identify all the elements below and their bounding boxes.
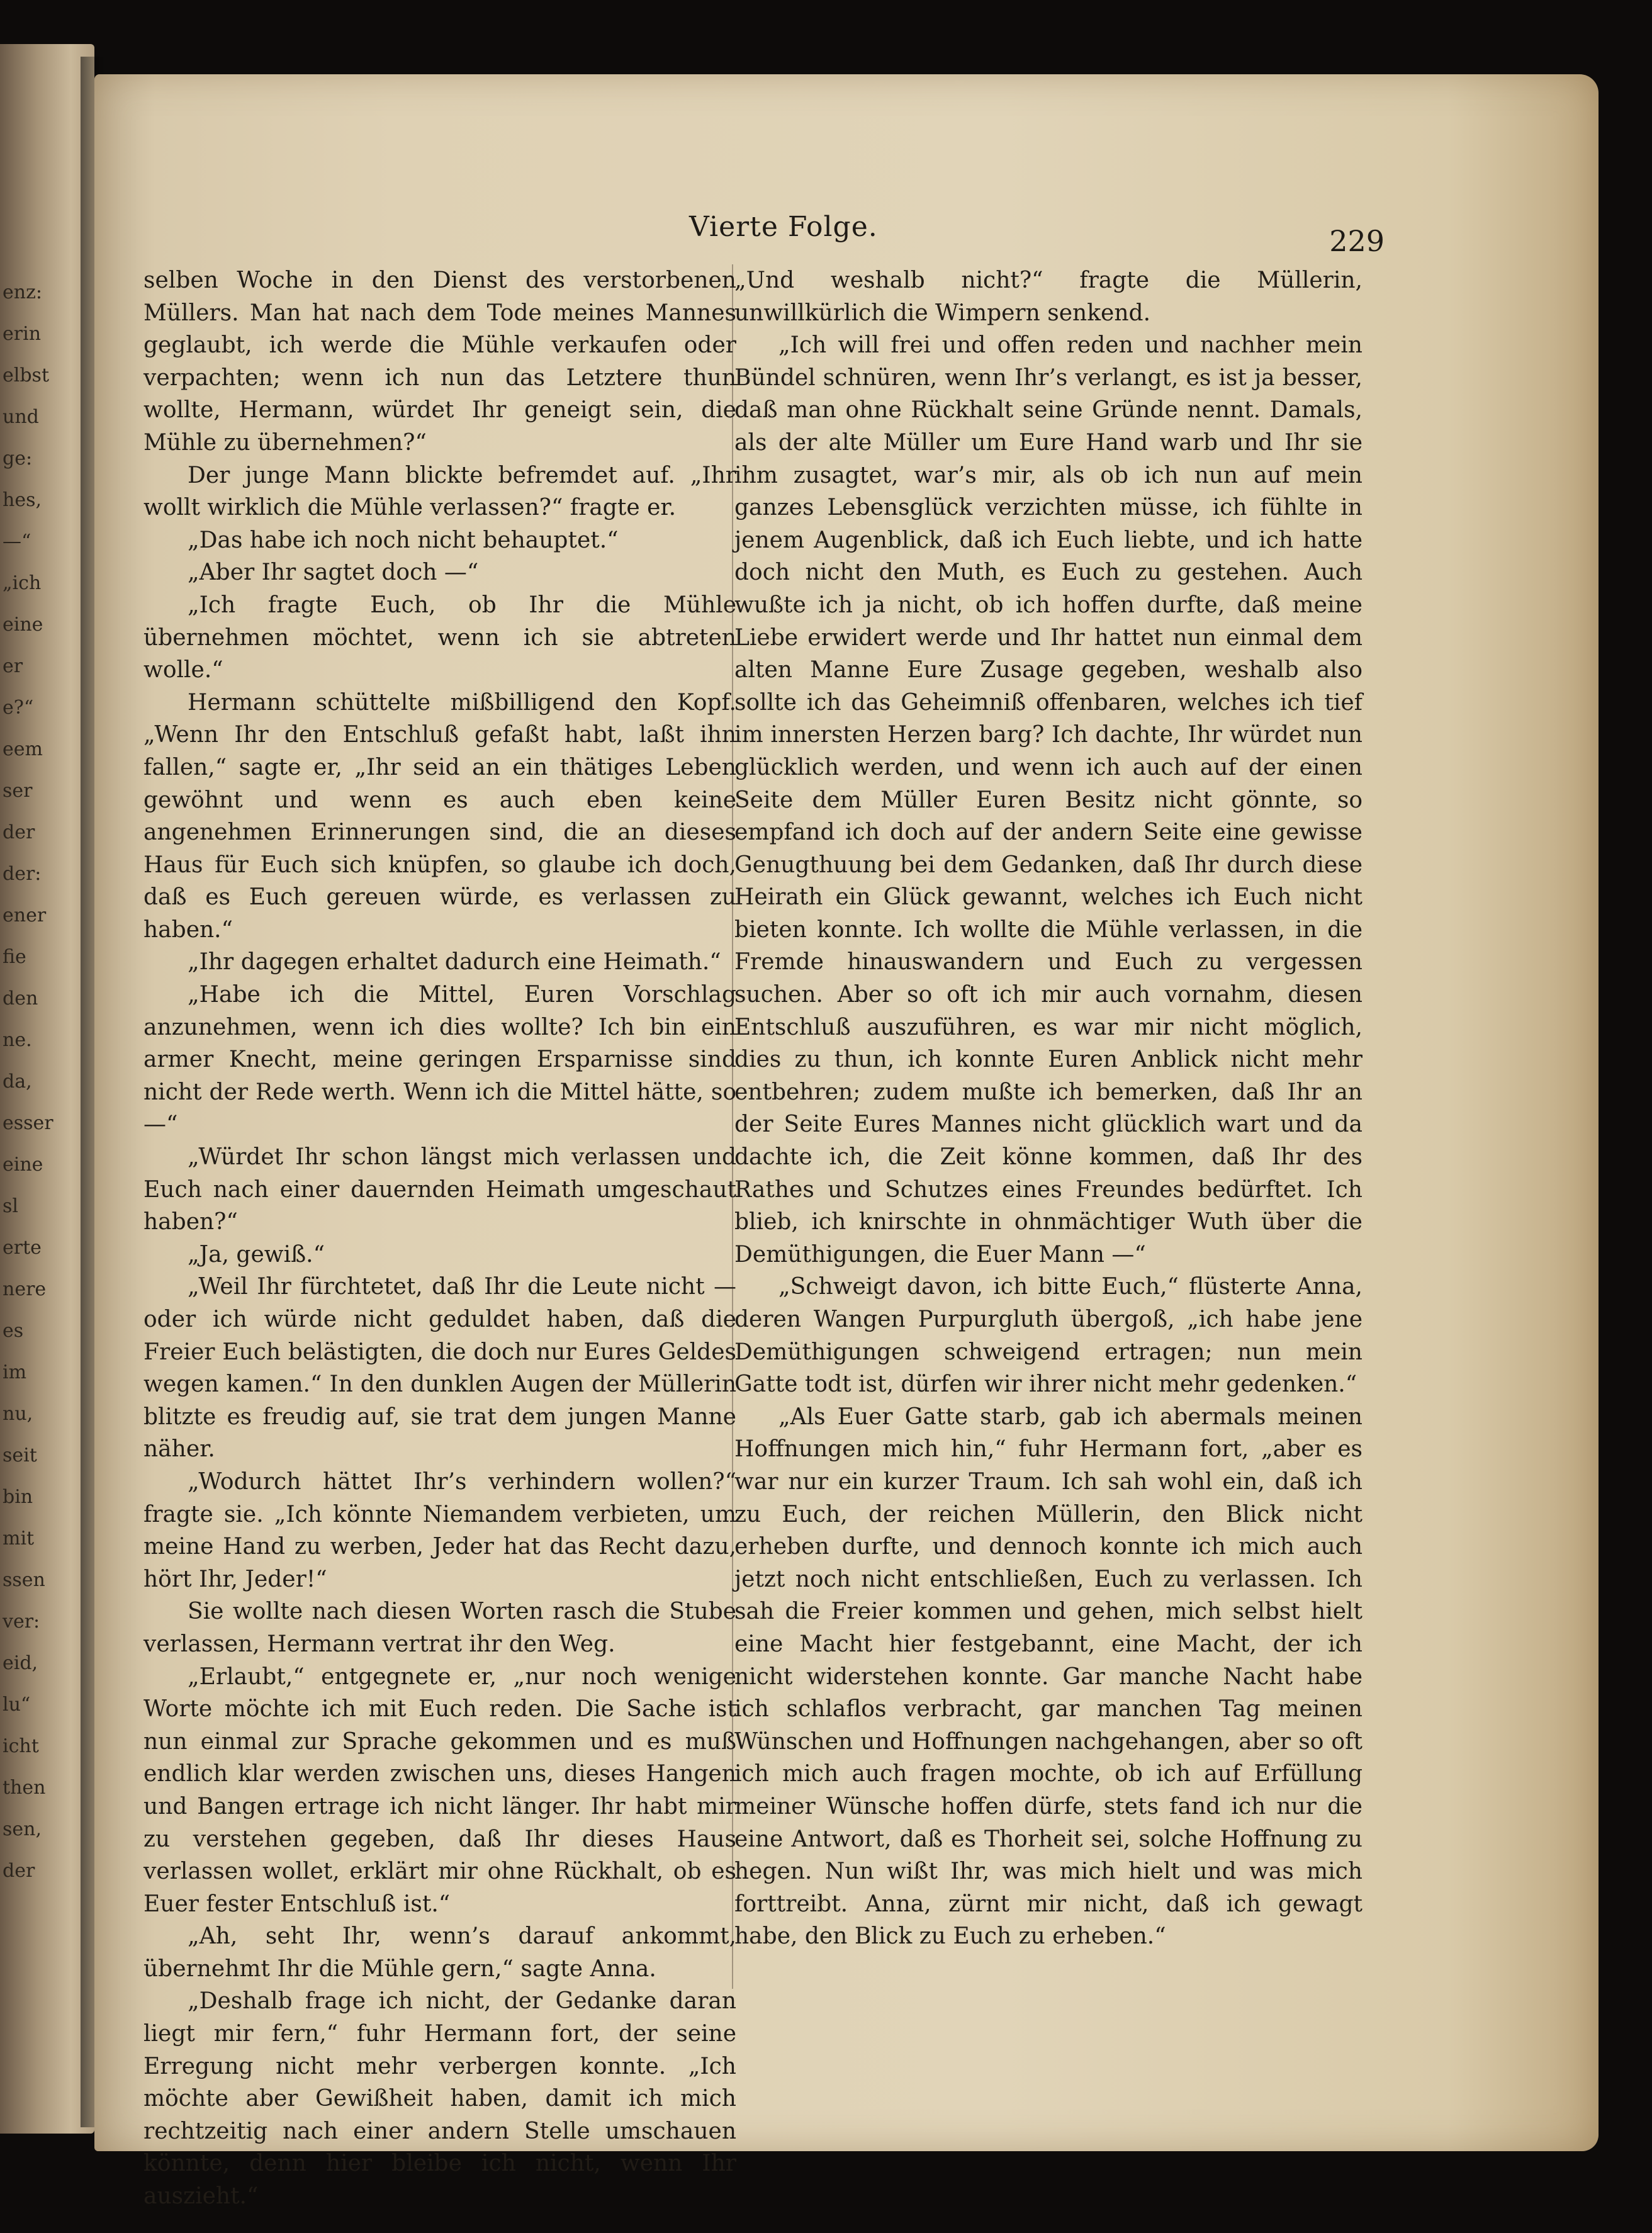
paragraph: Der junge Mann blickte befremdet auf. „Ihr wollt wirklich die Mühle verlassen?“ fragte er. [143, 462, 736, 521]
margin-fragment: e?“ [3, 697, 34, 719]
margin-fragment: der [3, 821, 35, 843]
margin-fragment: enz: [3, 281, 42, 303]
margin-fragment: erte [3, 1237, 42, 1259]
margin-fragment: sl [3, 1195, 18, 1217]
paragraph: „Ich fragte Euch, ob Ihr die Mühle übernehmen möchtet, wenn ich sie abtreten wolle.“ [143, 592, 736, 683]
margin-fragment: then [3, 1777, 46, 1799]
margin-fragment: „ich [3, 572, 42, 594]
paragraph: „Schweigt davon, ich bitte Euch,“ flüsterte Anna, deren Wangen Purpurgluth übergoß, „ich habe jene Demüthigungen schweigend ertragen; nun mein Gatte todt ist, dürfen wir ihrer nicht mehr gedenken.“ [734, 1274, 1363, 1398]
margin-fragment: nu, [3, 1403, 33, 1425]
margin-fragment: esser [3, 1112, 53, 1134]
margin-fragment: ssen [3, 1569, 45, 1591]
margin-fragment: lu“ [3, 1694, 31, 1716]
margin-fragment: hes, [3, 489, 42, 511]
paragraph: „Als Euer Gatte starb, gab ich abermals meinen Hoffnungen mich hin,“ fuhr Hermann fort, „aber es war nur ein kurzer Traum. Ich sah wohl ein, daß ich zu Euch, der reichen Müllerin, den Blick nicht erheben durfte, und dennoch konnte ich mich auch jetzt noch nicht entschließen, Euch zu verlassen. Ich sah die Freier kommen und gehen, mich selbst hielt eine Macht hier festgebannt, eine Macht, der ich nicht widerstehen konnte. Gar manche Nacht habe ich schlaflos verbracht, gar manchen Tag meinen Wünschen und Hoffnungen nachgehangen, aber so oft ich mich auch fragen mochte, ob ich auf Erfüllung meiner Wünsche hoffen dürfe, stets fand ich nur die eine Antwort, daß es Thorheit sei, solche Hoffnung zu hegen. Nun wißt Ihr, was mich hielt und was mich forttreibt. Anna, zürnt mir nicht, daß ich gewagt habe, den Blick zu Euch zu erheben.“ [734, 1403, 1363, 1950]
paragraph: „Deshalb frage ich nicht, der Gedanke daran liegt mir fern,“ fuhr Hermann fort, der seine Erregung nicht mehr verbergen konnte. „Ich möchte aber Gewißheit haben, damit ich mich rechtzeitig nach einer andern Stelle umschauen könnte, denn hier bleibe ich nicht, wenn Ihr auszieht.“ [143, 1988, 736, 2210]
page-number: 229 [1329, 224, 1385, 258]
margin-fragment: ne. [3, 1029, 32, 1051]
paragraph: „Erlaubt,“ entgegnete er, „nur noch wenige Worte möchte ich mit Euch reden. Die Sache ist nun einmal zur Sprache gekommen und es muß endlich klar werden zwischen uns, dieses Hangen und Bangen ertrage ich nicht länger. Ihr habt mir zu verstehen gegeben, daß Ihr dieses Haus verlassen wollet, erklärt mir ohne Rückhalt, ob es Euer fester Entschluß ist.“ [143, 1663, 736, 1917]
margin-fragment: mit [3, 1527, 35, 1550]
column-rule [732, 264, 733, 1989]
margin-fragment: fie [3, 946, 26, 968]
paragraph: „Das habe ich noch nicht behauptet.“ [188, 527, 619, 553]
margin-fragment: ser [3, 780, 33, 802]
margin-fragment: den [3, 987, 38, 1010]
margin-fragment: eine [3, 614, 43, 636]
margin-fragment: erin [3, 323, 42, 345]
text-column-left [143, 264, 736, 2210]
margin-fragment: im [3, 1361, 27, 1383]
paragraph: „Würdet Ihr schon längst mich verlassen und Euch nach einer dauernden Heimath umgeschaut haben?“ [143, 1144, 736, 1235]
margin-fragment: ver: [3, 1611, 40, 1633]
paragraph: „Ah, seht Ihr, wenn’s darauf ankommt, übernehmt Ihr die Mühle gern,“ sagte Anna. [143, 1923, 736, 1982]
paragraph: „Ja, gewiß.“ [188, 1241, 325, 1268]
paragraph: Sie wollte nach diesen Worten rasch die Stube verlassen, Hermann vertrat ihr den Weg. [143, 1599, 736, 1657]
margin-fragment: er [3, 655, 23, 677]
margin-fragment: und [3, 406, 39, 428]
margin-fragment: eid, [3, 1652, 38, 1674]
paragraph: „Ihr dagegen erhaltet dadurch eine Heimath.“ [188, 949, 721, 976]
margin-fragment: eine [3, 1154, 43, 1176]
margin-fragment: seit [3, 1444, 37, 1466]
paragraph: „Und weshalb nicht?“ fragte die Müllerin, unwillkürlich die Wimpern senkend. [734, 267, 1363, 326]
margin-fragment: es [3, 1320, 24, 1342]
margin-fragment: da, [3, 1071, 32, 1093]
text-column-right [734, 264, 1363, 1989]
paragraph: Hermann schüttelte mißbilligend den Kopf. „Wenn Ihr den Entschluß gefaßt habt, laßt ihn fallen,“ sagte er, „Ihr seid an ein thätiges Leben gewöhnt und wenn es auch eben keine angenehmen Erinnerungen sind, die an dieses Haus für Euch sich knüpfen, so glaube ich doch, daß es Euch gereuen würde, es verlassen zu haben.“ [143, 689, 736, 943]
margin-fragment: der: [3, 863, 42, 885]
margin-fragment: icht [3, 1735, 39, 1757]
paragraph: „Ich will frei und offen reden und nachher mein Bündel schnüren, wenn Ihr’s verlangt, es ist ja besser, daß man ohne Rückhalt seine Gründe nennt. Damals, als der alte Müller um Eure Hand warb und Ihr sie ihm zusagtet, war’s mir, als ob ich nun auf mein ganzes Lebensglück verzichten müsse, ich fühlte in jenem Augenblick, daß ich Euch liebte, und ich hatte doch nicht den Muth, es Euch zu gestehen. Auch wußte ich ja nicht, ob ich hoffen durfte, daß meine Liebe erwidert werde und Ihr hattet nun einmal dem alten Manne Eure Zusage gegeben, weshalb also sollte ich das Geheimniß offenbaren, welches ich tief im innersten Herzen barg? Ich dachte, Ihr würdet nun glücklich werden, und wenn ich auch auf der einen Seite dem Müller Euren Besitz nicht gönnte, so empfand ich doch auf der andern Seite eine gewisse Genugthuung bei dem Gedanken, daß Ihr durch diese Heirath ein Glück gewannt, welches ich Euch nicht bieten konnte. Ich wollte die Mühle verlassen, in die Fremde hinauswandern und Euch zu vergessen suchen. Aber so oft ich mir auch vornahm, diesen Entschluß auszuführen, es war mir nicht möglich, dies zu thun, ich konnte Euren Anblick nicht mehr entbehren; zudem mußte ich bemerken, daß Ihr an der Seite Eures Mannes nicht glücklich wart und da dachte ich, die Zeit könne kommen, daß Ihr des Rathes und Schutzes eines Freundes bedürftet. Ich blieb, ich knirschte in ohnmächtiger Wuth über die Demüthigungen, die Euer Mann —“ [734, 332, 1363, 1268]
paragraph: „Weil Ihr fürchtetet, daß Ihr die Leute nicht — oder ich würde nicht geduldet haben, daß die Freier Euch belästigten, die doch nur Eures Geldes wegen kamen.“ In den dunklen Augen der Müllerin blitzte es freudig auf, sie trat dem jungen Manne näher. [143, 1274, 736, 1463]
paragraph: selben Woche in den Dienst des verstorbenen Müllers. Man hat nach dem Tode meines Mannes geglaubt, ich werde die Mühle verkaufen oder verpachten; wenn ich nun das Letztere thun wollte, Hermann, würdet Ihr geneigt sein, die Mühle zu übernehmen?“ [143, 267, 736, 456]
margin-fragment: ener [3, 904, 47, 926]
margin-fragment: eem [3, 738, 43, 760]
paragraph: „Wodurch hättet Ihr’s verhindern wollen?“ fragte sie. „Ich könnte Niemandem verbieten, um meine Hand zu werben, Jeder hat das Recht dazu, hört Ihr, Jeder!“ [143, 1468, 736, 1592]
margin-fragment: der [3, 1860, 35, 1882]
margin-fragment: nere [3, 1278, 47, 1300]
margin-fragment: ge: [3, 447, 33, 470]
margin-fragment: bin [3, 1486, 33, 1508]
margin-fragment: elbst [3, 364, 50, 386]
margin-fragment: sen, [3, 1818, 42, 1840]
paragraph: „Aber Ihr sagtet doch —“ [188, 560, 479, 586]
paragraph: „Habe ich die Mittel, Euren Vorschlag anzunehmen, wenn ich dies wollte? Ich bin ein armer Knecht, meine geringen Ersparnisse sind nicht der Rede werth. Wenn ich die Mittel hätte, so —“ [143, 982, 736, 1138]
margin-fragment: —“ [3, 531, 31, 553]
running-head: Vierte Folge. [689, 211, 878, 243]
